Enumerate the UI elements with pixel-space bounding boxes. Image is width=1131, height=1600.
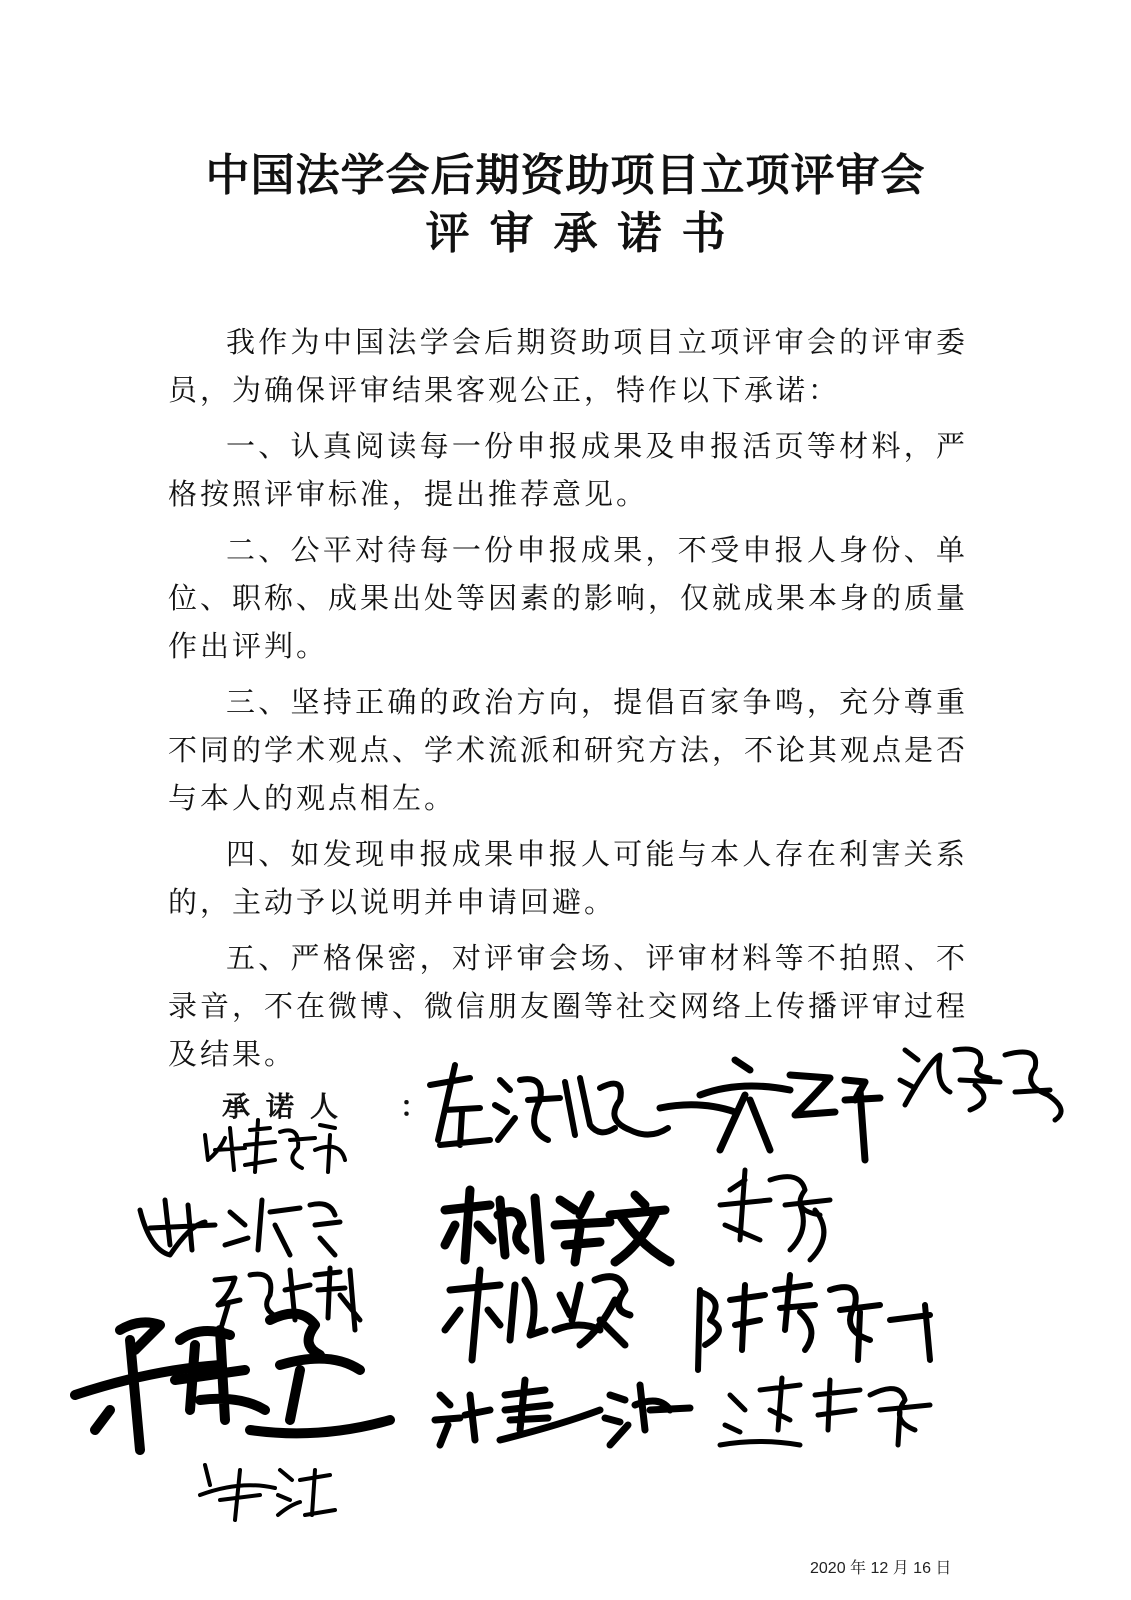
document-title-line2: 评审承诺书 (425, 208, 746, 259)
pledger-label: 承诺人 (222, 1090, 355, 1123)
signature-12 (75, 1314, 390, 1450)
signing-date: 2020 年 12 月 16 日 (810, 1560, 952, 1577)
signature-11 (435, 1380, 690, 1445)
signature-13 (720, 1378, 930, 1445)
signature-10 (698, 1275, 930, 1370)
signature-8 (215, 1268, 360, 1330)
pledge-item-4: 四、如发现申报成果申报人可能与本人存在利害关系的，主动予以说明并申请回避。 (168, 837, 968, 919)
document-title-line1: 中国法学会后期资助项目立项评审会 (205, 150, 926, 201)
signature-7 (140, 1200, 340, 1255)
signature-4 (205, 1120, 345, 1172)
signature-6 (720, 1170, 830, 1260)
signature-5 (445, 1190, 670, 1262)
signature-3 (900, 1049, 1061, 1120)
pledger-colon: ： (400, 1090, 429, 1123)
pledge-item-5: 五、严格保密，对评审会场、评审材料等不拍照、不录音，不在微博、微信朋友圈等社交网络上传播评审过程及结果。 (168, 941, 969, 1071)
signature-1 (430, 1065, 668, 1145)
signature-2 (660, 1060, 880, 1160)
pledge-item-3: 三、坚持正确的政治方向，提倡百家争鸣，充分尊重不同的学术观点、学术流派和研究方法，不论其观点是否与本人的观点相左。 (168, 685, 969, 815)
intro-paragraph: 我作为中国法学会后期资助项目立项评审会的评审委员，为确保评审结果客观公正，特作以下承诺： (168, 325, 968, 407)
signature-14 (200, 1465, 335, 1520)
signature-9 (445, 1270, 630, 1360)
pledge-item-2: 二、公平对待每一份申报成果，不受申报人身份、单位、职称、成果出处等因素的影响，仅就成果本身的质量作出评判。 (168, 533, 969, 663)
pledge-item-1: 一、认真阅读每一份申报成果及申报活页等材料，严格按照评审标准，提出推荐意见。 (168, 429, 968, 511)
